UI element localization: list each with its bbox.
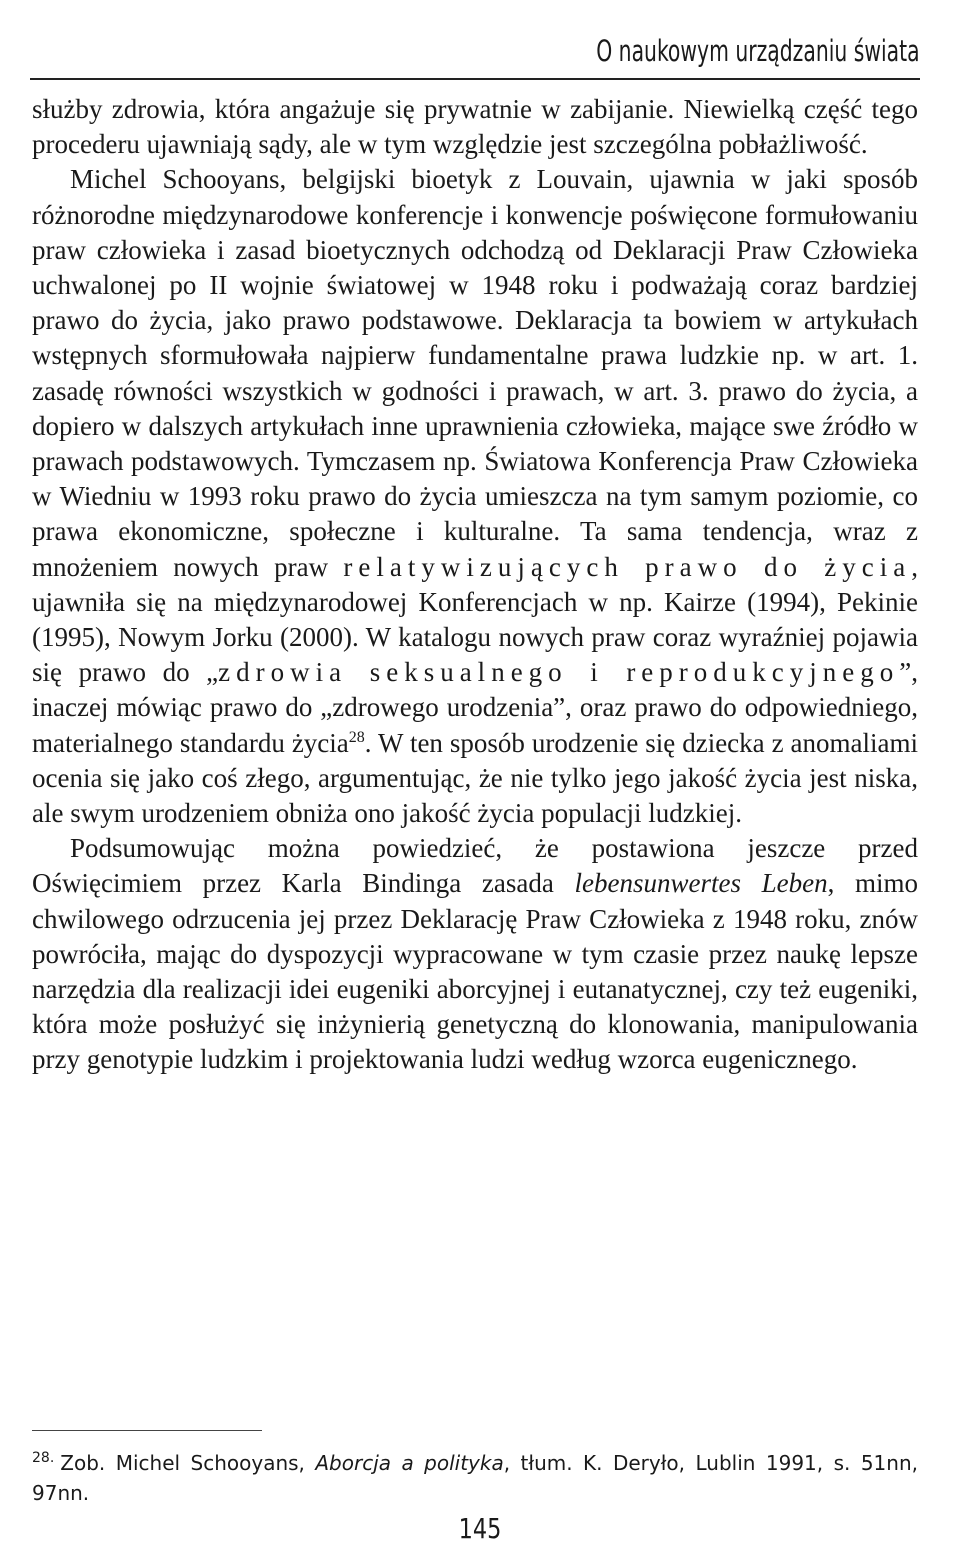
paragraph-text: Podsumowując można powiedzieć, że postawiona jeszcze przed Oświęcimiem przez Karla Bindinga zasada bbox=[32, 833, 918, 899]
paragraph-text: Michel Schooyans, belgijski bioetyk z Louvain, ujawnia w jaki sposób różnorodne międzynarodowe konferencje i konwencje poświęcone formułowaniu praw człowieka i zasad bioetycznych odchodzą od Deklaracji Praw Człowieka uchwalonej po II wojnie światowej w 1948 roku i podważają coraz bardziej prawo do życia, jako prawo podstawowe. Deklaracja ta bowiem w artykułach wstępnych sformułowała najpierw fundamentalne prawa ludzkie np. w art. 1. zasadę równości wszystkich w godności i prawach, w art. 3. prawo do życia, a dopiero w dalszych artykułach inne uprawnienia człowieka, mające swe źródło w prawach podstawowych. Tymczasem np. Światowa Konferencja Praw Człowieka w Wiedniu w 1993 roku prawo do życia umieszcza na tym samym poziomie, co prawa ekonomiczne, społeczne i kulturalne. Ta sama tendencja, wraz z mnożeniem nowych praw bbox=[32, 164, 918, 582]
running-header bbox=[505, 34, 920, 68]
page-number: 145 bbox=[458, 1512, 502, 1545]
spaced-emphasis: relatywizujących prawo do życia bbox=[343, 551, 912, 582]
main-text bbox=[32, 92, 918, 1078]
italic-term: lebensunwertes Leben bbox=[574, 868, 828, 899]
paragraph-text: służby zdrowia, która angażuje się prywatnie w zabijanie. Niewielką część tego procederu ujawniają sądy, ale w tym względzie jest szczególna pobłażliwość. bbox=[32, 94, 918, 160]
running-title: O naukowym urządzaniu świata bbox=[596, 34, 920, 68]
spaced-emphasis: zdrowia seksualnego i reprodukcyjnego bbox=[218, 657, 900, 688]
footnote-text: , tłum. K. Deryło, Lublin 1991, s. 51nn, 97nn. bbox=[32, 1451, 918, 1505]
footnote bbox=[32, 1448, 918, 1508]
paragraph-summary bbox=[32, 831, 918, 1077]
footnote-rule bbox=[32, 1430, 262, 1431]
header-rule bbox=[30, 78, 920, 80]
footnote-reference[interactable]: 28 bbox=[348, 728, 365, 746]
paragraph-text: , mimo chwilowego odrzucenia jej przez Deklarację Praw Człowieka z 1948 roku, znów powróciła, mając do dyspozycji wypracowane w tym czasie przez naukę lepsze narzędzia dla realizacji idei eugeniki aborcyjnej i eutanatycznej, czy też eugeniki, która może posłużyć się inżynierią genetyczną do klonowania, manipulowania przy genotypie ludzkim i projektowania ludzi według wzorca eugenicznego. bbox=[32, 868, 918, 1075]
paragraph-continued bbox=[32, 92, 918, 162]
footnote-mark: 28. bbox=[32, 1450, 55, 1466]
paragraph-schooyans bbox=[32, 162, 918, 831]
paragraph-text: ”, inaczej mówiąc prawo do „zdrowego urodzenia”, oraz prawo do odpowiedniego, materialnego standardu życia bbox=[32, 657, 918, 758]
footnote-title: Aborcja a polityka bbox=[315, 1451, 504, 1475]
paragraph-text: , ujawniła się na międzynarodowej Konferencjach w np. Kairze (1994), Pekinie (1995), Nowym Jorku (2000). W katalogu nowych praw coraz wyraźniej pojawia się prawo do „ bbox=[32, 551, 918, 688]
paragraph-text: . W ten sposób urodzenie się dziecka z anomaliami ocenia się jako coś złego, argumentując, że nie tylko jego jakość życia jest niska, ale swym urodzeniem obniża ono jakość życia populacji ludzkiej. bbox=[32, 727, 919, 829]
footnote-text: Zob. Michel Schooyans, bbox=[60, 1451, 316, 1475]
